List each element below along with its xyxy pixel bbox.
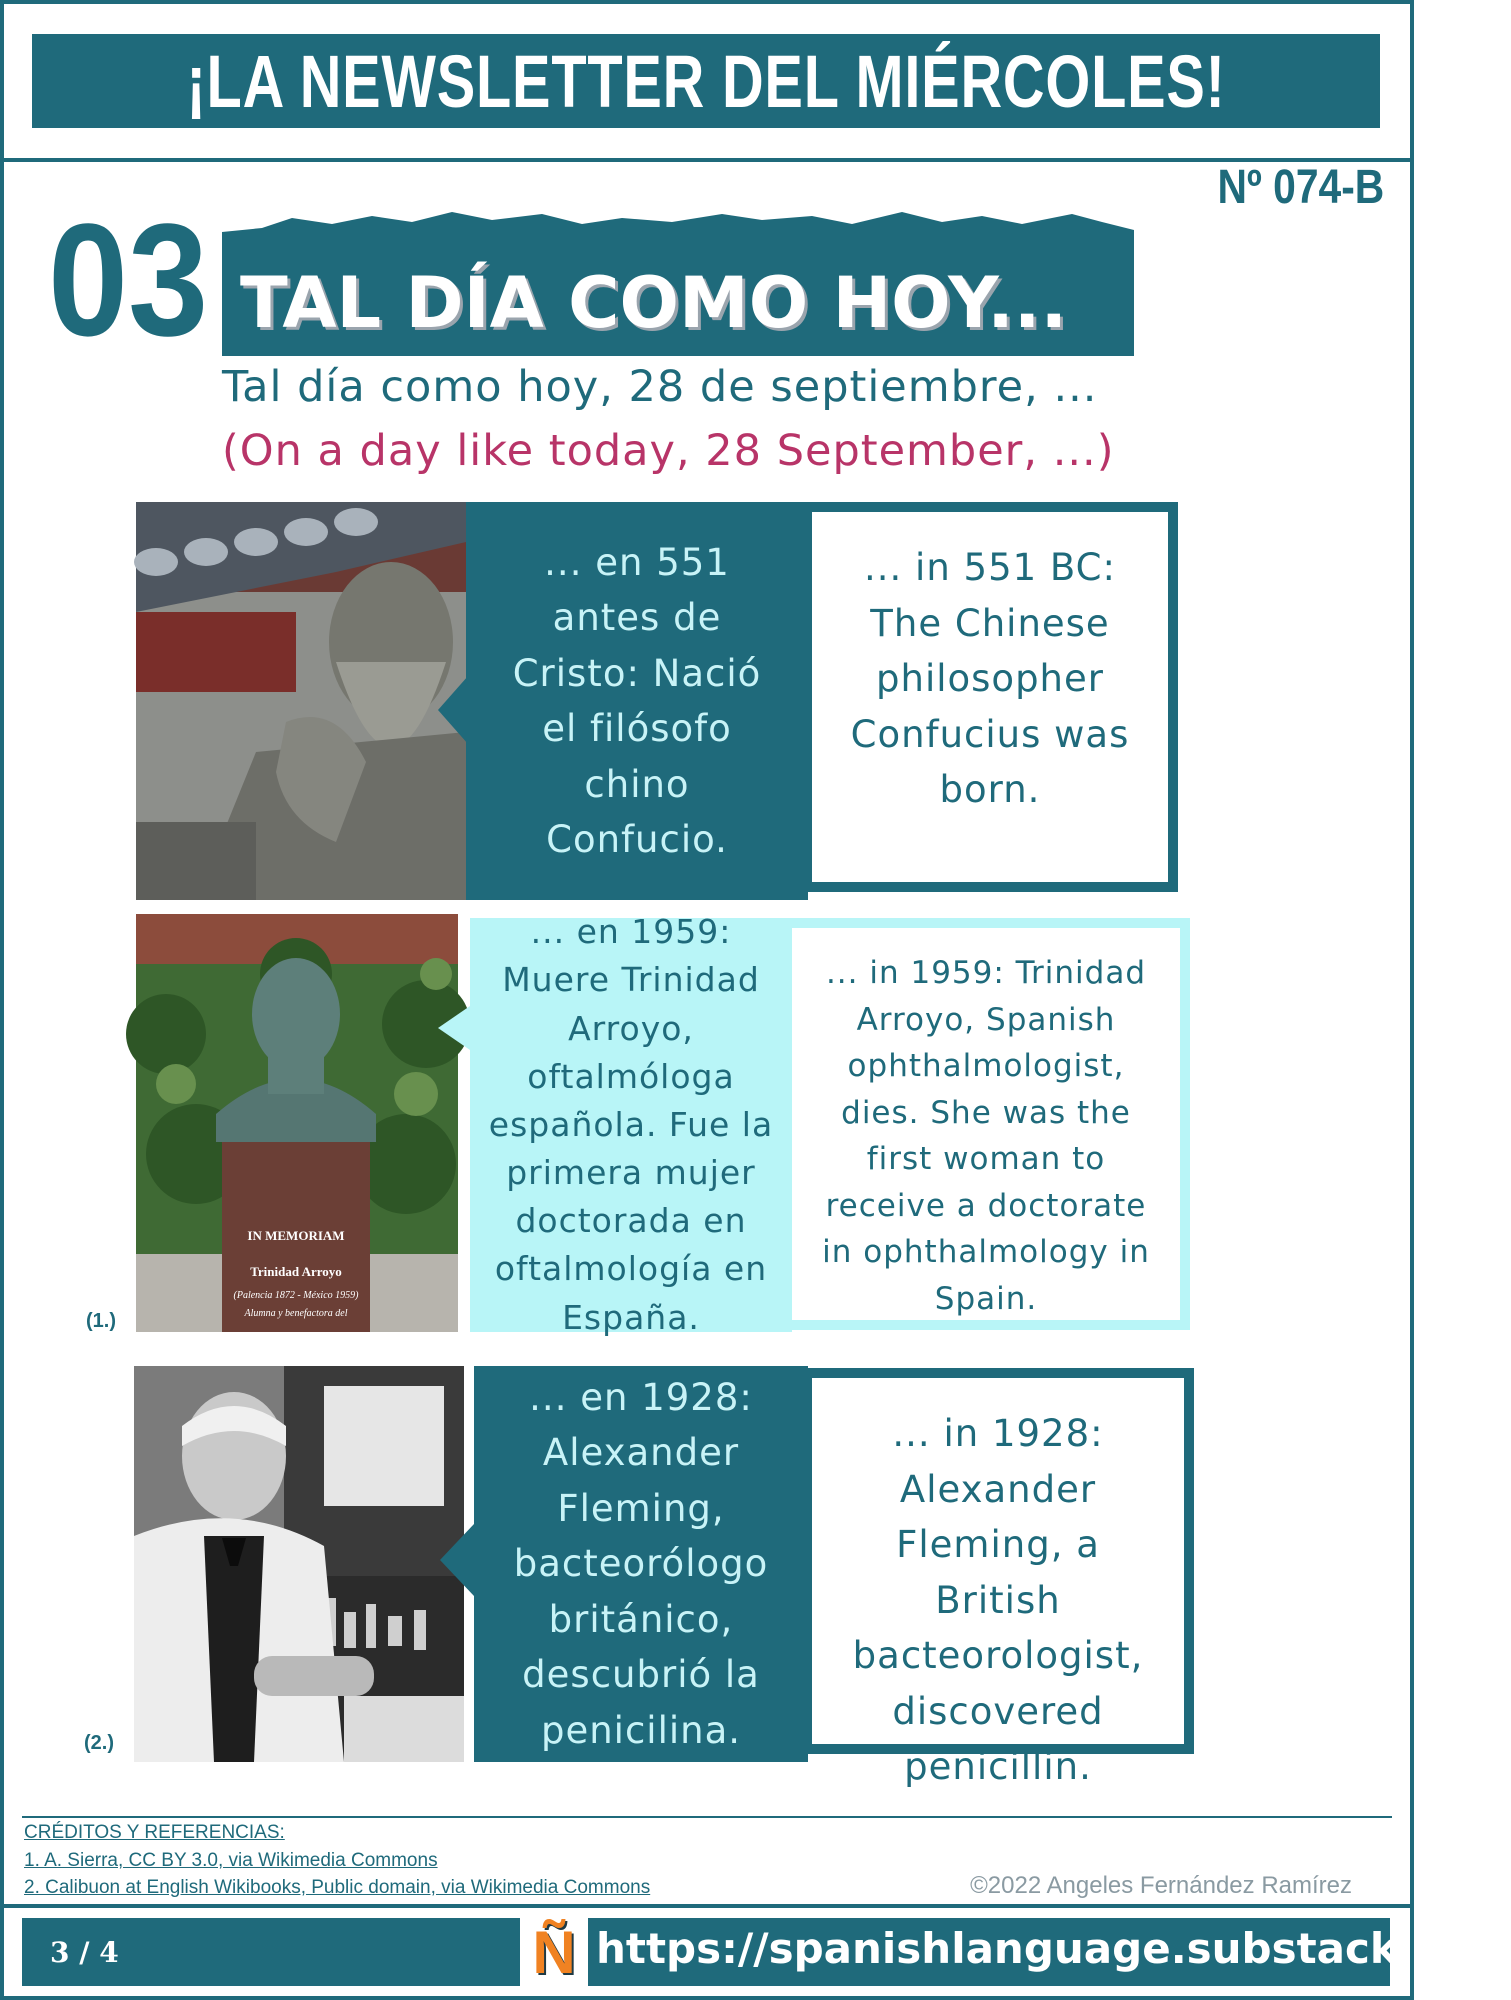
page-indicator: 3 / 4: [50, 1936, 119, 1969]
plaque-line-1: IN MEMORIAM: [247, 1228, 345, 1243]
alexander-fleming-photo: [134, 1366, 464, 1762]
entry-1-english-box: [812, 512, 1168, 882]
section-number-text: 03: [48, 190, 209, 369]
plaque-line-2: Trinidad Arroyo: [250, 1264, 342, 1279]
confucius-statue-image: [136, 502, 466, 900]
credits-heading: CRÉDITOS Y REFERENCIAS:: [24, 1822, 285, 1843]
entry-2-caption: (1.): [86, 1310, 116, 1332]
plaque-line-4: Alumna y benefactora del: [244, 1308, 348, 1319]
intro-spanish: Tal día como hoy, 28 de septiembre, ...: [222, 362, 1098, 412]
entry-2-pointer: [438, 1006, 470, 1050]
section-title: TAL DÍA COMO HOY...: [240, 262, 1068, 344]
entry-1-spanish-text: ... en 551 antes de Cristo: Nació el filósofo chino Confucio.: [512, 540, 762, 861]
logo-badge: [520, 1918, 588, 1986]
newsletter-title: ¡LA NEWSLETTER DEL MIÉRCOLES!: [186, 39, 1226, 123]
entry-2-spanish-box: [470, 912, 792, 1337]
plaque-line-3: (Palencia 1872 - México 1959): [233, 1290, 359, 1301]
confucius-photo: [136, 502, 466, 900]
entry-3-spanish-box: [474, 1366, 808, 1762]
entry-1-pointer: [438, 676, 468, 744]
entry-2-english-text: ... in 1959: Trinidad Arroyo, Spanish ophthalmologist, dies. She was the first woman to receive a doctorate in ophthalmology in Spain.: [822, 955, 1150, 1317]
newsletter-title-bar: [32, 34, 1380, 128]
credits-divider: [22, 1816, 1392, 1818]
substack-logo-icon: Ñ: [532, 1918, 576, 1986]
credit-link-1[interactable]: 1. A. Sierra, CC BY 3.0, via Wikimedia Commons: [24, 1850, 438, 1871]
entry-3-pointer: [440, 1524, 474, 1596]
issue-number: [1188, 160, 1384, 215]
entry-2-english-box: [792, 928, 1180, 1320]
entry-3-spanish-text: ... en 1928: Alexander Fleming, bacteorólogo británico, descubrió la penicilina.: [513, 1375, 769, 1752]
entry-3-english-text: ... in 1928: Alexander Fleming, a British bacteorologist, discovered penicillin.: [852, 1412, 1144, 1788]
copyright-notice: ©2022 Angeles Fernández Ramírez: [970, 1872, 1352, 1899]
entry-1-english-text: ... in 551 BC: The Chinese philosopher Confucius was born.: [850, 546, 1130, 811]
entry-2-spanish-text: ... en 1959: Muere Trinidad Arroyo, oftalmóloga española. Fue la primera mujer doctorada en oftalmología en España.: [488, 912, 774, 1337]
intro-english: (On a day like today, 28 September, ...): [222, 426, 1115, 476]
credit-link-2[interactable]: 2. Calibuon at English Wikibooks, Public domain, via Wikimedia Commons: [24, 1877, 651, 1898]
section-number: [48, 190, 226, 369]
site-url-link[interactable]: https://spanishlanguage.substack.com: [596, 1924, 1511, 1973]
alexander-fleming-portrait-image: [134, 1366, 464, 1762]
entry-3-caption: (2.): [84, 1732, 114, 1754]
trinidad-arroyo-photo: [136, 914, 458, 1332]
issue-number-text: Nº 074-B: [1217, 161, 1384, 214]
trinidad-arroyo-bust-image: [136, 914, 458, 1332]
entry-1-spanish-box: [466, 502, 808, 900]
entry-3-english-box: [812, 1378, 1184, 1788]
